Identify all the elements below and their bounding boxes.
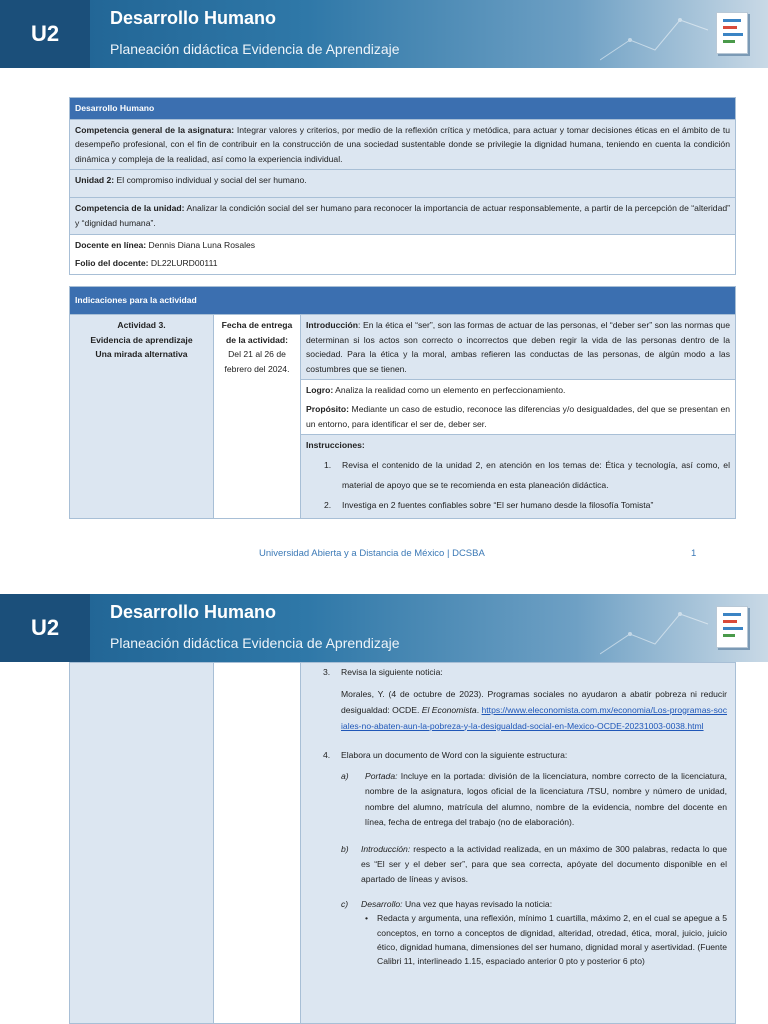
instruction-text: Revisa la siguiente noticia: — [341, 667, 443, 677]
subsection-letter: a) — [341, 771, 349, 782]
folio-value: DL22LURD00111 — [150, 258, 218, 269]
unidad-cell — [70, 170, 736, 198]
instruction-number: 2. — [324, 499, 332, 510]
unidad-label: Unidad 2: — [75, 175, 115, 186]
network-decoration-icon — [600, 594, 710, 662]
activity-name-cell-continued — [70, 663, 214, 1024]
introduction-text: : En la ética el “ser”, son las formas de actuar de las personas, el “deber ser” son las normas que determinan si los actos son correcto o incorrectos que deben regir la vida de las personas dentro de la sociedad. Para la ética y la moral, ambas refieren las conductas de las personas, de algún modo a las costumbres que se tienen. — [306, 320, 730, 374]
page-number: 1 — [691, 548, 697, 559]
unidad-text: El compromiso individual y social del ser humano. — [116, 175, 307, 186]
course-table-heading: Desarrollo Humano — [70, 98, 736, 120]
news-link[interactable]: https://www.eleconomista.com.mx/economia/Los-programas-sociales-no-abaten-aun-la-pobreza-y-la-desigualdad-social-en-Mexico-OCDE-20231003-0038.html — [341, 704, 728, 731]
footer-organization: Universidad Abierta y a Distancia de México | DCSBA — [259, 548, 485, 559]
introduction-label: Introducción — [306, 320, 359, 330]
proposito-label: Propósito: — [306, 403, 349, 414]
folio-label: Folio del docente: — [75, 258, 149, 269]
delivery-date-value: Del 21 al 26 de febrero del 2024. — [224, 349, 290, 374]
instructions-label: Instrucciones: — [306, 440, 365, 451]
instruction-number: 4. — [323, 749, 331, 760]
instruction-text: Revisa el contenido de la unidad 2, en atención en los temas de: Ética y tecnología, así como, el material de apoyo que se te recomienda en esta planeación didáctica. — [342, 459, 730, 490]
subsection-label: Desarrollo: — [361, 898, 403, 909]
activity-name-cell — [70, 315, 214, 519]
proposito-text: Mediante un caso de estudio, reconoce las diferencias y/o desigualdades, del que se presentan en un entorno, para identificar el ser de, deber ser. — [306, 403, 731, 429]
subsection-text: Una vez que hayas revisado la noticia: — [404, 898, 553, 909]
instruction-item — [324, 455, 730, 495]
subsection-portada — [323, 769, 727, 830]
competencia-general-text: Integrar valores y criterios, por medio de la reflexión crítica y metódica, para actuar y tomar decisiones éticas en el ámbito de tu desempeño profesional, con el fin de contribuir en la construcción de una sociedad sustentable donde se privilegie la dignidad humana, teniendo en cuenta la condición dinámica y compleja de la realidad, así como la experiencia individual. — [75, 124, 730, 164]
instruction-text: Elabora un documento de Word con la siguiente estructura: — [341, 749, 568, 760]
network-decoration-icon — [600, 0, 710, 68]
subsection-text: respecto a la actividad realizada, en un máximo de 300 palabras, redacta lo que es “El ser y el deber ser”, para que sea correcta, apóyate del documento disponible en el apartado de líneas y avisos. — [361, 844, 727, 885]
subsection-letter: c) — [341, 898, 349, 909]
page-header-banner — [0, 594, 768, 662]
news-reference: Morales, Y. (4 de octubre de 2023). Programas sociales no ayudaron a abatir pobreza ni reducir desigualdad: OCDE. El Economista. https://www.eleconomista.com.mx/economia/Los-programas-sociales-no-abaten-aun-la-pobreza-y-la-desigualdad-social-en-Mexico-OCDE-20231003-0038.html — [341, 688, 728, 731]
reference-text: Morales, Y. (4 de octubre de 2023). Programas sociales no ayudaron a abatir pobreza ni reducir desigualdad: OCDE. — [341, 688, 727, 715]
desarrollo-bullet — [323, 911, 727, 969]
logro-label: Logro: — [306, 385, 334, 396]
subsection-text: Incluye en la portada: división de la licenciatura, nombre correcto de la licenciatura, nombre de la asignatura, logos oficial de la licenciatura /TSU, nombre y número de unidad, nombre del alumno, matrícula del alumno, nombre de la evidencia, nombre del docente en línea, fecha de entrega del trabajo (no de elaboración). — [365, 771, 727, 827]
instruction-text: Investiga en 2 fuentes confiables sobre “El ser humano desde la filosofía Tomista” — [342, 499, 654, 510]
instructions-cell-continued — [301, 663, 736, 1024]
activity-title: Una mirada alternativa — [95, 349, 188, 360]
competencia-general-label: Competencia general de la asignatura: — [75, 124, 235, 135]
report-document-icon — [716, 606, 748, 648]
docente-label: Docente en línea: — [75, 239, 147, 250]
instruction-number: 3. — [323, 667, 331, 677]
delivery-date-cell-continued — [214, 663, 301, 1024]
bullet-text: Redacta y argumenta, una reflexión, mínimo 1 cuartilla, máximo 2, en el cual se apegue a 5 conceptos, en torno a conceptos de dignidad, alteridad, otredad, ética, moral, juicio, juicio ético, dignidad humana, dimensiones del ser humano, dignidad moral y asertividad. (Fuente Calibri 11, interlineado 1.15, espaciado anterior 0 pto y posterior 6 pto) — [377, 913, 727, 967]
report-document-icon — [716, 12, 748, 54]
delivery-date-label: Fecha de entrega de la actividad: — [221, 320, 293, 345]
course-title: Desarrollo Humano — [110, 8, 277, 28]
introduction-cell — [301, 315, 736, 380]
competencia-general-cell — [70, 119, 736, 170]
subsection-desarrollo — [323, 897, 727, 912]
logro-proposito-cell — [301, 380, 736, 435]
instruction-item — [324, 495, 730, 515]
instruction-item — [323, 748, 727, 763]
instructions-cell — [301, 435, 736, 519]
activity-number: Actividad 3. — [117, 320, 166, 330]
unit-badge: U2 — [0, 0, 90, 68]
unit-badge: U2 — [0, 594, 90, 662]
competencia-unidad-text: Analizar la condición social del ser humano para reconocer la importancia de actuar responsablemente, a partir de la percepción de “alteridad” y “dignidad humana”. — [75, 203, 730, 228]
page-header-banner — [0, 0, 768, 68]
document-subtitle: Planeación didáctica Evidencia de Aprendizaje — [110, 41, 400, 57]
document-subtitle: Planeación didáctica Evidencia de Aprendizaje — [110, 635, 400, 651]
docente-name: Dennis Diana Luna Rosales — [148, 239, 256, 250]
docente-cell — [70, 234, 736, 274]
competencia-unidad-cell — [70, 198, 736, 234]
delivery-date-cell — [214, 315, 301, 519]
subsection-introduccion — [323, 842, 727, 888]
subsection-letter: b) — [341, 844, 349, 854]
competencia-unidad-label: Competencia de la unidad: — [75, 203, 185, 214]
bullet-icon: • — [365, 913, 369, 924]
activity-table — [69, 286, 736, 519]
subsection-label: Portada: — [365, 771, 398, 782]
subsection-label: Introducción: — [361, 844, 411, 854]
course-title: Desarrollo Humano — [110, 602, 277, 622]
reference-journal: El Economista — [421, 704, 477, 715]
course-info-table — [69, 97, 736, 275]
activity-table-heading: Indicaciones para la actividad — [70, 287, 736, 315]
logro-text: Analiza la realidad como un elemento en perfeccionamiento. — [335, 385, 566, 396]
activity-type: Evidencia de aprendizaje — [90, 334, 193, 345]
activity-table-continued — [69, 662, 736, 1024]
instruction-number: 1. — [324, 459, 332, 470]
instruction-item — [323, 665, 727, 680]
